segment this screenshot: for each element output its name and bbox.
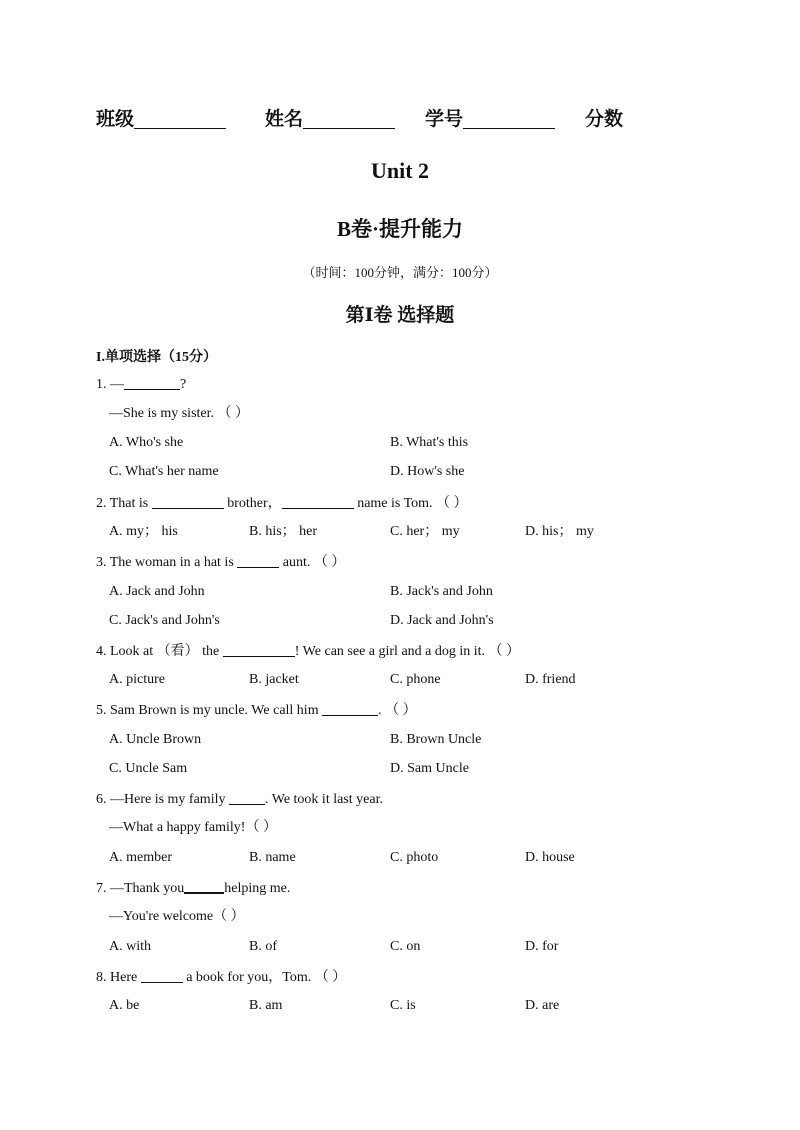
name-blank[interactable] (303, 108, 395, 129)
question-7-line2: —You're welcome（ ） (109, 909, 245, 924)
section-title: I.单项选择（15分） (96, 350, 217, 365)
question-6-option-a[interactable]: A. member (109, 850, 172, 865)
question-1-option-b[interactable]: B. What's this (390, 435, 469, 450)
question-6-option-c[interactable]: C. photo (390, 850, 439, 865)
question-8-option-a[interactable]: A. be (109, 998, 140, 1013)
question-4-option-a[interactable]: A. picture (109, 672, 165, 687)
class-label: 班级 (96, 104, 226, 131)
time-note: （时间：100分钟，满分：100分） (302, 265, 498, 280)
question-3-stem: 3. The woman in a hat is aunt. （ ） (96, 555, 346, 570)
student-id-blank[interactable] (463, 108, 555, 129)
question-1-option-d[interactable]: D. How's she (390, 464, 465, 479)
answer-blank[interactable] (184, 878, 224, 894)
question-2-option-c[interactable]: C. her； my (390, 524, 460, 539)
question-5-option-c[interactable]: C. Uncle Sam (109, 761, 188, 776)
question-5-option-a[interactable]: A. Uncle Brown (109, 732, 202, 747)
question-3-option-c[interactable]: C. Jack's and John's (109, 613, 220, 628)
question-8-option-d[interactable]: D. are (525, 998, 560, 1013)
question-8-option-c[interactable]: C. is (390, 998, 416, 1013)
class-blank[interactable] (134, 108, 226, 129)
question-7-stem: 7. —Thank you helping me. (96, 878, 290, 898)
question-6-stem: 6. —Here is my family . We took it last year. (96, 792, 383, 807)
answer-blank[interactable] (141, 968, 183, 983)
question-6-line2: —What a happy family!（ ） (109, 820, 277, 835)
answer-blank[interactable] (152, 494, 224, 509)
question-5-option-b[interactable]: B. Brown Uncle (390, 732, 482, 747)
question-1-option-c[interactable]: C. What's her name (109, 464, 219, 479)
answer-blank[interactable] (124, 375, 180, 390)
score-label: 分数 (585, 108, 624, 130)
answer-blank[interactable] (322, 701, 378, 716)
question-3-option-a[interactable]: A. Jack and John (109, 584, 205, 599)
question-8-option-b[interactable]: B. am (249, 998, 283, 1013)
question-6-option-b[interactable]: B. name (249, 850, 296, 865)
question-6-option-d[interactable]: D. house (525, 850, 575, 865)
name-label: 姓名 (265, 104, 395, 131)
answer-blank[interactable] (223, 642, 295, 657)
question-1-option-a[interactable]: A. Who's she (109, 435, 184, 450)
question-2-option-d[interactable]: D. his； my (525, 524, 594, 539)
question-7-option-c[interactable]: C. on (390, 939, 421, 954)
question-2-option-a[interactable]: A. my； his (109, 524, 178, 539)
answer-blank[interactable] (282, 494, 354, 509)
student-id-label: 学号 (425, 104, 555, 131)
question-4-option-b[interactable]: B. jacket (249, 672, 299, 687)
question-2-stem: 2. That is brother， name is Tom. （ ） (96, 496, 468, 511)
question-3-option-b[interactable]: B. Jack's and John (390, 584, 493, 599)
question-4-option-d[interactable]: D. friend (525, 672, 576, 687)
answer-blank[interactable] (229, 790, 265, 805)
question-7-option-b[interactable]: B. of (249, 939, 277, 954)
question-1-line2: —She is my sister. （ ） (109, 406, 250, 421)
question-2-option-b[interactable]: B. his； her (249, 524, 318, 539)
paper-subtitle: B卷·提升能力 (336, 217, 463, 241)
question-7-option-a[interactable]: A. with (109, 939, 151, 954)
answer-blank[interactable] (237, 553, 279, 568)
question-4-option-c[interactable]: C. phone (390, 672, 441, 687)
question-1-stem: 1. — ? (96, 377, 187, 392)
question-7-option-d[interactable]: D. for (525, 939, 559, 954)
question-4-stem: 4. Look at （看） the ! We can see a girl and a dog in it. （ ） (96, 644, 521, 659)
unit-title: Unit 2 (370, 158, 430, 183)
question-5-option-d[interactable]: D. Sam Uncle (390, 761, 469, 776)
question-3-option-d[interactable]: D. Jack and John's (390, 613, 494, 628)
question-5-stem: 5. Sam Brown is my uncle. We call him . （ ） (96, 703, 417, 718)
question-8-stem: 8. Here a book for you，Tom. （ ） (96, 970, 347, 985)
part-title: 第Ⅰ卷 选择题 (345, 305, 455, 326)
